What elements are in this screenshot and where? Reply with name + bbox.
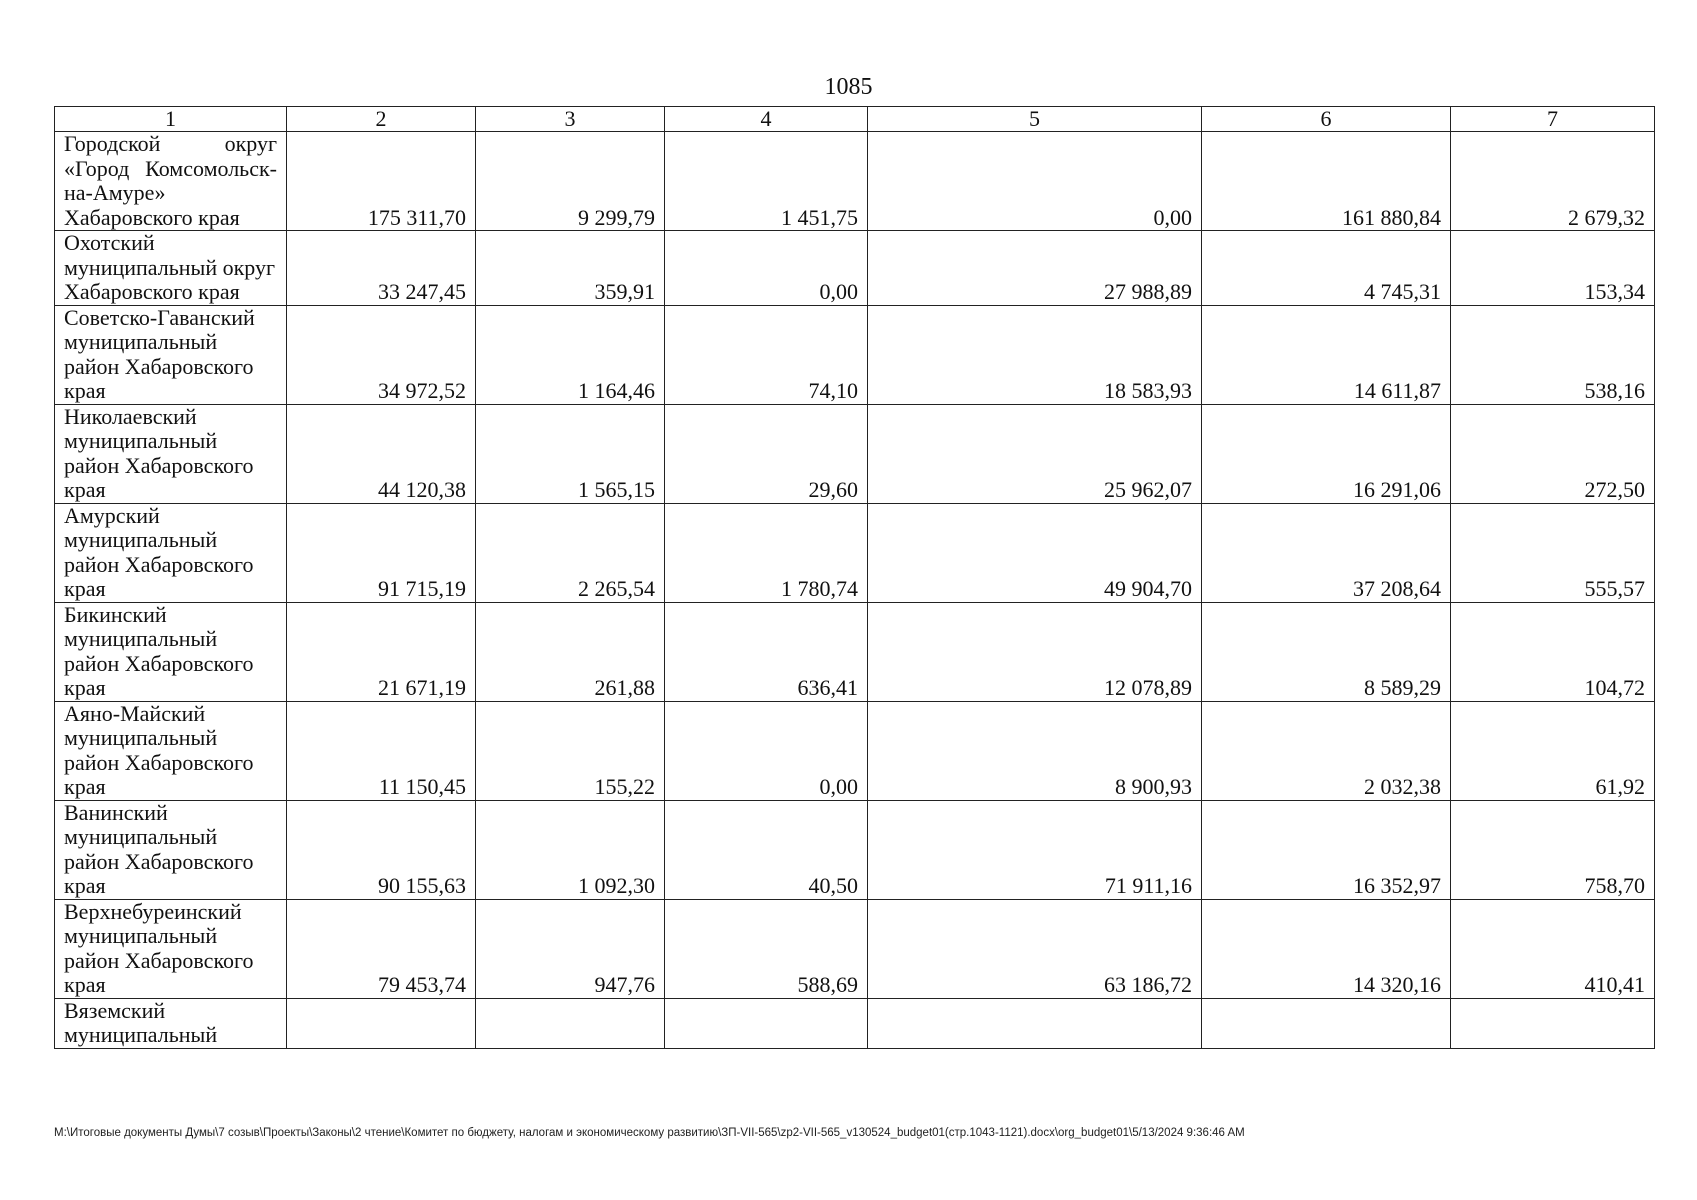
value-cell <box>476 998 665 1048</box>
municipality-name: Аяно-Майский муниципальный район Хабаровского края <box>55 701 287 800</box>
municipality-name: Верхнебуреинский муниципальный район Хабаровского края <box>55 899 287 998</box>
value-cell: 0,00 <box>868 132 1202 231</box>
value-cell: 61,92 <box>1451 701 1655 800</box>
page-number: 1085 <box>824 74 873 100</box>
value-cell: 1 164,46 <box>476 305 665 404</box>
municipality-name: Охотский муниципальный округ Хабаровского края <box>55 231 287 306</box>
table-row <box>55 305 1655 404</box>
value-cell: 9 299,79 <box>476 132 665 231</box>
value-cell: 1 565,15 <box>476 404 665 503</box>
column-header: 1 <box>55 107 287 132</box>
value-cell: 8 900,93 <box>868 701 1202 800</box>
value-cell: 0,00 <box>665 701 868 800</box>
value-cell <box>287 998 476 1048</box>
table-row <box>55 503 1655 602</box>
value-cell: 11 150,45 <box>287 701 476 800</box>
value-cell: 161 880,84 <box>1202 132 1451 231</box>
value-cell: 8 589,29 <box>1202 602 1451 701</box>
value-cell: 34 972,52 <box>287 305 476 404</box>
value-cell: 79 453,74 <box>287 899 476 998</box>
value-cell: 947,76 <box>476 899 665 998</box>
value-cell: 25 962,07 <box>868 404 1202 503</box>
value-cell: 636,41 <box>665 602 868 701</box>
value-cell: 2 679,32 <box>1451 132 1655 231</box>
column-header: 6 <box>1202 107 1451 132</box>
value-cell: 63 186,72 <box>868 899 1202 998</box>
value-cell: 155,22 <box>476 701 665 800</box>
value-cell: 12 078,89 <box>868 602 1202 701</box>
value-cell: 90 155,63 <box>287 800 476 899</box>
value-cell: 49 904,70 <box>868 503 1202 602</box>
value-cell: 555,57 <box>1451 503 1655 602</box>
value-cell: 44 120,38 <box>287 404 476 503</box>
value-cell: 1 092,30 <box>476 800 665 899</box>
value-cell <box>1451 998 1655 1048</box>
value-cell: 410,41 <box>1451 899 1655 998</box>
table-row <box>55 602 1655 701</box>
value-cell <box>868 998 1202 1048</box>
table-row <box>55 800 1655 899</box>
municipality-name: Бикинский муниципальный район Хабаровского края <box>55 602 287 701</box>
table-row <box>55 132 1655 231</box>
table-row <box>55 701 1655 800</box>
value-cell: 104,72 <box>1451 602 1655 701</box>
value-cell: 261,88 <box>476 602 665 701</box>
column-header: 7 <box>1451 107 1655 132</box>
value-cell: 4 745,31 <box>1202 231 1451 306</box>
column-header: 5 <box>868 107 1202 132</box>
table-row <box>55 998 1655 1048</box>
value-cell: 1 780,74 <box>665 503 868 602</box>
value-cell: 21 671,19 <box>287 602 476 701</box>
value-cell: 16 352,97 <box>1202 800 1451 899</box>
table-row <box>55 231 1655 306</box>
municipality-name: Амурский муниципальный район Хабаровского края <box>55 503 287 602</box>
value-cell: 40,50 <box>665 800 868 899</box>
table-row <box>55 404 1655 503</box>
value-cell: 758,70 <box>1451 800 1655 899</box>
value-cell: 27 988,89 <box>868 231 1202 306</box>
column-header: 2 <box>287 107 476 132</box>
column-header: 3 <box>476 107 665 132</box>
value-cell: 272,50 <box>1451 404 1655 503</box>
table-row <box>55 899 1655 998</box>
budget-table <box>54 106 1655 1049</box>
value-cell: 74,10 <box>665 305 868 404</box>
value-cell: 538,16 <box>1451 305 1655 404</box>
municipality-name: Вяземский муниципальный <box>55 998 287 1048</box>
document-file-path: М:\Итоговые документы Думы\7 созыв\Проекты\Законы\2 чтение\Комитет по бюджету, налогам и экономическому развитию\ЗП-VII-565\zp2-VII-565_v130524_budget01(стр.1043-1121).docx\org_budget01\5/13/2024 9:36:46 AM <box>54 1127 1245 1139</box>
value-cell <box>665 998 868 1048</box>
value-cell: 588,69 <box>665 899 868 998</box>
column-header: 4 <box>665 107 868 132</box>
value-cell: 2 032,38 <box>1202 701 1451 800</box>
value-cell: 1 451,75 <box>665 132 868 231</box>
value-cell: 33 247,45 <box>287 231 476 306</box>
value-cell: 14 320,16 <box>1202 899 1451 998</box>
value-cell: 18 583,93 <box>868 305 1202 404</box>
value-cell: 175 311,70 <box>287 132 476 231</box>
value-cell: 37 208,64 <box>1202 503 1451 602</box>
value-cell: 359,91 <box>476 231 665 306</box>
value-cell: 29,60 <box>665 404 868 503</box>
municipality-name: Ванинский муниципальный район Хабаровского края <box>55 800 287 899</box>
value-cell <box>1202 998 1451 1048</box>
value-cell: 2 265,54 <box>476 503 665 602</box>
value-cell: 16 291,06 <box>1202 404 1451 503</box>
value-cell: 91 715,19 <box>287 503 476 602</box>
municipality-name: Городской округ «Город Комсомольск-на-Амуре» Хабаровского края <box>55 132 287 231</box>
value-cell: 14 611,87 <box>1202 305 1451 404</box>
value-cell: 71 911,16 <box>868 800 1202 899</box>
column-number-row <box>55 107 1655 132</box>
municipality-name: Советско-Гаванский муниципальный район Хабаровского края <box>55 305 287 404</box>
value-cell: 153,34 <box>1451 231 1655 306</box>
value-cell: 0,00 <box>665 231 868 306</box>
municipality-name: Николаевский муниципальный район Хабаровского края <box>55 404 287 503</box>
